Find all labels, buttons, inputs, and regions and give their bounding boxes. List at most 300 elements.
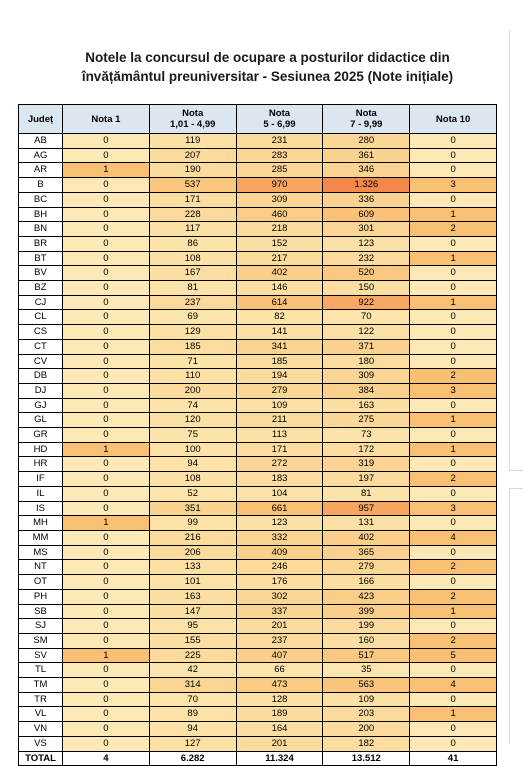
grade-count-cell: 661 <box>236 501 323 516</box>
grade-count-cell: 95 <box>149 619 236 634</box>
table-row <box>19 383 497 398</box>
table-row <box>19 633 497 648</box>
county-cell: AB <box>19 134 63 149</box>
grade-count-cell: 0 <box>63 192 150 207</box>
grade-count-cell: 101 <box>149 575 236 590</box>
county-cell: SJ <box>19 619 63 634</box>
grade-count-cell: 52 <box>149 486 236 501</box>
grade-count-cell: 279 <box>236 383 323 398</box>
grade-count-cell: 155 <box>149 633 236 648</box>
grade-count-cell: 70 <box>149 692 236 707</box>
grade-count-cell: 197 <box>323 472 410 487</box>
grade-count-cell: 119 <box>149 134 236 149</box>
grade-count-cell: 81 <box>149 281 236 296</box>
table-row <box>19 575 497 590</box>
grade-count-cell: 0 <box>63 310 150 325</box>
table-row <box>19 472 497 487</box>
county-cell: MH <box>19 516 63 531</box>
grade-count-cell: 1 <box>410 207 497 222</box>
grade-count-cell: 1 <box>410 604 497 619</box>
column-header: Nota 5 - 6,99 <box>236 105 323 134</box>
county-cell: BC <box>19 192 63 207</box>
title-line-1: Notele la concursul de ocupare a posturilor didactice din <box>85 50 450 65</box>
grade-count-cell: 309 <box>323 369 410 384</box>
grade-count-cell: 237 <box>236 633 323 648</box>
grade-count-cell: 69 <box>149 310 236 325</box>
grade-count-cell: 94 <box>149 722 236 737</box>
county-cell: SM <box>19 633 63 648</box>
grade-count-cell: 0 <box>63 339 150 354</box>
grade-count-cell: 3 <box>410 383 497 398</box>
county-cell: VS <box>19 736 63 751</box>
grade-count-cell: 0 <box>63 560 150 575</box>
county-cell: BZ <box>19 281 63 296</box>
table-row <box>19 442 497 457</box>
grade-count-cell: 970 <box>236 178 323 193</box>
grade-count-cell: 176 <box>236 575 323 590</box>
grade-count-cell: 337 <box>236 604 323 619</box>
grade-count-cell: 346 <box>323 163 410 178</box>
grade-count-cell: 171 <box>149 192 236 207</box>
table-row <box>19 339 497 354</box>
county-cell: AG <box>19 148 63 163</box>
county-cell: TM <box>19 678 63 693</box>
grade-count-cell: 0 <box>63 266 150 281</box>
grade-count-cell: 0 <box>410 281 497 296</box>
total-label: TOTAL <box>19 751 63 766</box>
grade-count-cell: 110 <box>149 369 236 384</box>
table-row <box>19 457 497 472</box>
grade-count-cell: 160 <box>323 633 410 648</box>
grade-count-cell: 206 <box>149 545 236 560</box>
county-cell: AR <box>19 163 63 178</box>
grade-count-cell: 351 <box>149 501 236 516</box>
table-row <box>19 530 497 545</box>
table-row <box>19 501 497 516</box>
table-row <box>19 516 497 531</box>
grade-count-cell: 0 <box>63 575 150 590</box>
grades-table <box>18 104 497 766</box>
grade-count-cell: 0 <box>410 619 497 634</box>
grade-count-cell: 150 <box>323 281 410 296</box>
grade-count-cell: 166 <box>323 575 410 590</box>
grade-count-cell: 3 <box>410 178 497 193</box>
grade-count-cell: 2 <box>410 589 497 604</box>
grade-count-cell: 1 <box>63 163 150 178</box>
grade-count-cell: 117 <box>149 222 236 237</box>
county-cell: OT <box>19 575 63 590</box>
table-row <box>19 163 497 178</box>
grade-count-cell: 217 <box>236 251 323 266</box>
grade-count-cell: 407 <box>236 648 323 663</box>
grade-count-cell: 73 <box>323 428 410 443</box>
table-footer <box>19 751 497 766</box>
grade-count-cell: 123 <box>236 516 323 531</box>
column-header: Nota 10 <box>410 105 497 134</box>
grade-count-cell: 0 <box>410 516 497 531</box>
grade-count-cell: 409 <box>236 545 323 560</box>
grade-count-cell: 275 <box>323 413 410 428</box>
grade-count-cell: 0 <box>63 369 150 384</box>
county-cell: BH <box>19 207 63 222</box>
grade-count-cell: 82 <box>236 310 323 325</box>
grade-count-cell: 183 <box>236 472 323 487</box>
grade-count-cell: 0 <box>63 486 150 501</box>
table-row <box>19 369 497 384</box>
grade-count-cell: 228 <box>149 207 236 222</box>
grade-count-cell: 0 <box>63 207 150 222</box>
table-body <box>19 134 497 752</box>
grade-count-cell: 141 <box>236 325 323 340</box>
grade-count-cell: 35 <box>323 663 410 678</box>
grade-count-cell: 120 <box>149 413 236 428</box>
table-row <box>19 207 497 222</box>
grade-count-cell: 0 <box>63 428 150 443</box>
table-row <box>19 648 497 663</box>
grade-count-cell: 109 <box>323 692 410 707</box>
grade-count-cell: 0 <box>410 134 497 149</box>
table-row <box>19 251 497 266</box>
table-row <box>19 266 497 281</box>
grade-count-cell: 309 <box>236 192 323 207</box>
grade-count-cell: 0 <box>63 501 150 516</box>
grade-count-cell: 129 <box>149 325 236 340</box>
grade-count-cell: 42 <box>149 663 236 678</box>
grade-count-cell: 0 <box>63 663 150 678</box>
county-cell: IS <box>19 501 63 516</box>
grade-count-cell: 609 <box>323 207 410 222</box>
grade-count-cell: 0 <box>63 148 150 163</box>
grade-count-cell: 0 <box>410 266 497 281</box>
grade-count-cell: 74 <box>149 398 236 413</box>
grade-count-cell: 2 <box>410 472 497 487</box>
grade-count-cell: 314 <box>149 678 236 693</box>
grade-count-cell: 402 <box>323 530 410 545</box>
grade-count-cell: 384 <box>323 383 410 398</box>
grade-count-cell: 94 <box>149 457 236 472</box>
document-title <box>30 48 505 86</box>
grade-count-cell: 0 <box>410 398 497 413</box>
grade-count-cell: 460 <box>236 207 323 222</box>
grade-count-cell: 0 <box>410 663 497 678</box>
table-row <box>19 692 497 707</box>
grade-count-cell: 163 <box>323 398 410 413</box>
table-row <box>19 310 497 325</box>
table-row <box>19 295 497 310</box>
grade-count-cell: 104 <box>236 486 323 501</box>
grade-count-cell: 203 <box>323 707 410 722</box>
grade-count-cell: 113 <box>236 428 323 443</box>
grade-count-cell: 185 <box>149 339 236 354</box>
grade-count-cell: 199 <box>323 619 410 634</box>
grade-count-cell: 0 <box>63 281 150 296</box>
grade-count-cell: 0 <box>410 692 497 707</box>
grade-count-cell: 71 <box>149 354 236 369</box>
table-header <box>19 105 497 134</box>
grade-count-cell: 1 <box>63 648 150 663</box>
table-row <box>19 619 497 634</box>
grade-count-cell: 285 <box>236 163 323 178</box>
grade-count-cell: 207 <box>149 148 236 163</box>
table-row <box>19 560 497 575</box>
grade-count-cell: 302 <box>236 589 323 604</box>
grade-count-cell: 0 <box>63 722 150 737</box>
county-cell: HD <box>19 442 63 457</box>
grade-count-cell: 185 <box>236 354 323 369</box>
grade-count-cell: 280 <box>323 134 410 149</box>
grade-count-cell: 189 <box>236 707 323 722</box>
grade-count-cell: 70 <box>323 310 410 325</box>
side-panel <box>509 30 523 471</box>
grade-count-cell: 194 <box>236 369 323 384</box>
grade-count-cell: 0 <box>63 134 150 149</box>
grade-count-cell: 237 <box>149 295 236 310</box>
county-cell: HR <box>19 457 63 472</box>
grade-count-cell: 0 <box>63 589 150 604</box>
table-row <box>19 545 497 560</box>
grade-count-cell: 128 <box>236 692 323 707</box>
grade-count-cell: 0 <box>63 398 150 413</box>
grade-count-cell: 89 <box>149 707 236 722</box>
grade-count-cell: 5 <box>410 648 497 663</box>
grade-count-cell: 152 <box>236 236 323 251</box>
grade-count-cell: 0 <box>63 295 150 310</box>
grade-count-cell: 371 <box>323 339 410 354</box>
grade-count-cell: 246 <box>236 560 323 575</box>
grade-count-cell: 123 <box>323 236 410 251</box>
grade-count-cell: 0 <box>63 692 150 707</box>
grade-count-cell: 0 <box>63 707 150 722</box>
total-value: 41 <box>410 751 497 766</box>
table-row <box>19 722 497 737</box>
grade-count-cell: 0 <box>410 236 497 251</box>
grade-count-cell: 537 <box>149 178 236 193</box>
county-cell: IF <box>19 472 63 487</box>
grade-count-cell: 0 <box>63 413 150 428</box>
grade-count-cell: 922 <box>323 295 410 310</box>
grade-count-cell: 0 <box>410 148 497 163</box>
grade-count-cell: 180 <box>323 354 410 369</box>
grade-count-cell: 0 <box>63 736 150 751</box>
grade-count-cell: 146 <box>236 281 323 296</box>
table-row <box>19 736 497 751</box>
grade-count-cell: 0 <box>63 178 150 193</box>
table-row <box>19 222 497 237</box>
grade-count-cell: 167 <box>149 266 236 281</box>
county-cell: CL <box>19 310 63 325</box>
grade-count-cell: 225 <box>149 648 236 663</box>
grade-count-cell: 0 <box>410 722 497 737</box>
grade-count-cell: 4 <box>410 678 497 693</box>
county-cell: BN <box>19 222 63 237</box>
grade-count-cell: 2 <box>410 222 497 237</box>
grade-count-cell: 0 <box>410 575 497 590</box>
table-row <box>19 281 497 296</box>
grade-count-cell: 172 <box>323 442 410 457</box>
grade-count-cell: 0 <box>63 633 150 648</box>
table-row <box>19 192 497 207</box>
total-value: 6.282 <box>149 751 236 766</box>
grade-count-cell: 365 <box>323 545 410 560</box>
county-cell: CT <box>19 339 63 354</box>
grade-count-cell: 0 <box>410 192 497 207</box>
grade-count-cell: 108 <box>149 251 236 266</box>
county-cell: CJ <box>19 295 63 310</box>
county-cell: GL <box>19 413 63 428</box>
table-row <box>19 707 497 722</box>
grade-count-cell: 200 <box>323 722 410 737</box>
grade-count-cell: 201 <box>236 736 323 751</box>
grade-count-cell: 614 <box>236 295 323 310</box>
grade-count-cell: 0 <box>410 325 497 340</box>
grade-count-cell: 66 <box>236 663 323 678</box>
grade-count-cell: 201 <box>236 619 323 634</box>
county-cell: TL <box>19 663 63 678</box>
grade-count-cell: 0 <box>63 236 150 251</box>
grade-count-cell: 272 <box>236 457 323 472</box>
grade-count-cell: 0 <box>410 310 497 325</box>
grade-count-cell: 0 <box>63 619 150 634</box>
grade-count-cell: 0 <box>63 354 150 369</box>
table-row <box>19 486 497 501</box>
grade-count-cell: 216 <box>149 530 236 545</box>
grade-count-cell: 200 <box>149 383 236 398</box>
grade-count-cell: 423 <box>323 589 410 604</box>
grade-count-cell: 131 <box>323 516 410 531</box>
grade-count-cell: 164 <box>236 722 323 737</box>
table-row <box>19 134 497 149</box>
grade-count-cell: 1 <box>410 707 497 722</box>
table-row <box>19 413 497 428</box>
grade-count-cell: 1.326 <box>323 178 410 193</box>
county-cell: BV <box>19 266 63 281</box>
grade-count-cell: 2 <box>410 369 497 384</box>
grade-count-cell: 957 <box>323 501 410 516</box>
grade-count-cell: 190 <box>149 163 236 178</box>
table-row <box>19 354 497 369</box>
grade-count-cell: 127 <box>149 736 236 751</box>
county-cell: PH <box>19 589 63 604</box>
grade-count-cell: 1 <box>410 295 497 310</box>
grade-count-cell: 0 <box>63 545 150 560</box>
grade-count-cell: 231 <box>236 134 323 149</box>
table-row <box>19 589 497 604</box>
header-row <box>19 105 497 134</box>
total-value: 4 <box>63 751 150 766</box>
grade-count-cell: 301 <box>323 222 410 237</box>
county-cell: NT <box>19 560 63 575</box>
county-cell: SB <box>19 604 63 619</box>
grade-count-cell: 361 <box>323 148 410 163</box>
grade-count-cell: 232 <box>323 251 410 266</box>
title-line-2: învățământul preuniversitar - Sesiunea 2025 (Note inițiale) <box>81 69 454 84</box>
county-cell: IL <box>19 486 63 501</box>
grade-count-cell: 122 <box>323 325 410 340</box>
grade-count-cell: 283 <box>236 148 323 163</box>
grade-count-cell: 0 <box>63 472 150 487</box>
grade-count-cell: 563 <box>323 678 410 693</box>
grade-count-cell: 163 <box>149 589 236 604</box>
grade-count-cell: 517 <box>323 648 410 663</box>
grade-count-cell: 0 <box>63 678 150 693</box>
grade-count-cell: 75 <box>149 428 236 443</box>
grade-count-cell: 1 <box>63 516 150 531</box>
grade-count-cell: 332 <box>236 530 323 545</box>
county-cell: GJ <box>19 398 63 413</box>
table-row <box>19 428 497 443</box>
grade-count-cell: 0 <box>63 457 150 472</box>
county-cell: BR <box>19 236 63 251</box>
table-row <box>19 678 497 693</box>
grade-count-cell: 182 <box>323 736 410 751</box>
grade-count-cell: 0 <box>410 545 497 560</box>
grade-count-cell: 0 <box>410 339 497 354</box>
grade-count-cell: 0 <box>410 163 497 178</box>
grade-count-cell: 100 <box>149 442 236 457</box>
grade-count-cell: 1 <box>410 251 497 266</box>
grade-count-cell: 0 <box>63 383 150 398</box>
county-cell: B <box>19 178 63 193</box>
county-cell: VL <box>19 707 63 722</box>
county-cell: MS <box>19 545 63 560</box>
total-row <box>19 751 497 766</box>
table-row <box>19 148 497 163</box>
grade-count-cell: 108 <box>149 472 236 487</box>
grade-count-cell: 341 <box>236 339 323 354</box>
grade-count-cell: 0 <box>410 428 497 443</box>
grade-count-cell: 473 <box>236 678 323 693</box>
table-row <box>19 236 497 251</box>
county-cell: CS <box>19 325 63 340</box>
table-row <box>19 325 497 340</box>
grade-count-cell: 211 <box>236 413 323 428</box>
grade-count-cell: 336 <box>323 192 410 207</box>
grade-count-cell: 81 <box>323 486 410 501</box>
grade-count-cell: 279 <box>323 560 410 575</box>
column-header: Județ <box>19 105 63 134</box>
county-cell: DB <box>19 369 63 384</box>
grade-count-cell: 0 <box>63 251 150 266</box>
grade-count-cell: 4 <box>410 530 497 545</box>
grade-count-cell: 520 <box>323 266 410 281</box>
grade-count-cell: 1 <box>410 442 497 457</box>
grade-count-cell: 109 <box>236 398 323 413</box>
grade-count-cell: 319 <box>323 457 410 472</box>
grade-count-cell: 2 <box>410 560 497 575</box>
county-cell: CV <box>19 354 63 369</box>
total-value: 11.324 <box>236 751 323 766</box>
grade-count-cell: 147 <box>149 604 236 619</box>
total-value: 13.512 <box>323 751 410 766</box>
grade-count-cell: 0 <box>410 457 497 472</box>
grade-count-cell: 3 <box>410 501 497 516</box>
county-cell: VN <box>19 722 63 737</box>
column-header: Nota 1 <box>63 105 150 134</box>
side-panel-lower <box>509 488 523 744</box>
table-row <box>19 178 497 193</box>
grade-count-cell: 1 <box>63 442 150 457</box>
county-cell: SV <box>19 648 63 663</box>
grade-count-cell: 99 <box>149 516 236 531</box>
grade-count-cell: 399 <box>323 604 410 619</box>
grade-count-cell: 1 <box>410 413 497 428</box>
grade-count-cell: 86 <box>149 236 236 251</box>
grade-count-cell: 0 <box>63 604 150 619</box>
county-cell: TR <box>19 692 63 707</box>
county-cell: DJ <box>19 383 63 398</box>
table-row <box>19 398 497 413</box>
grade-count-cell: 0 <box>63 325 150 340</box>
